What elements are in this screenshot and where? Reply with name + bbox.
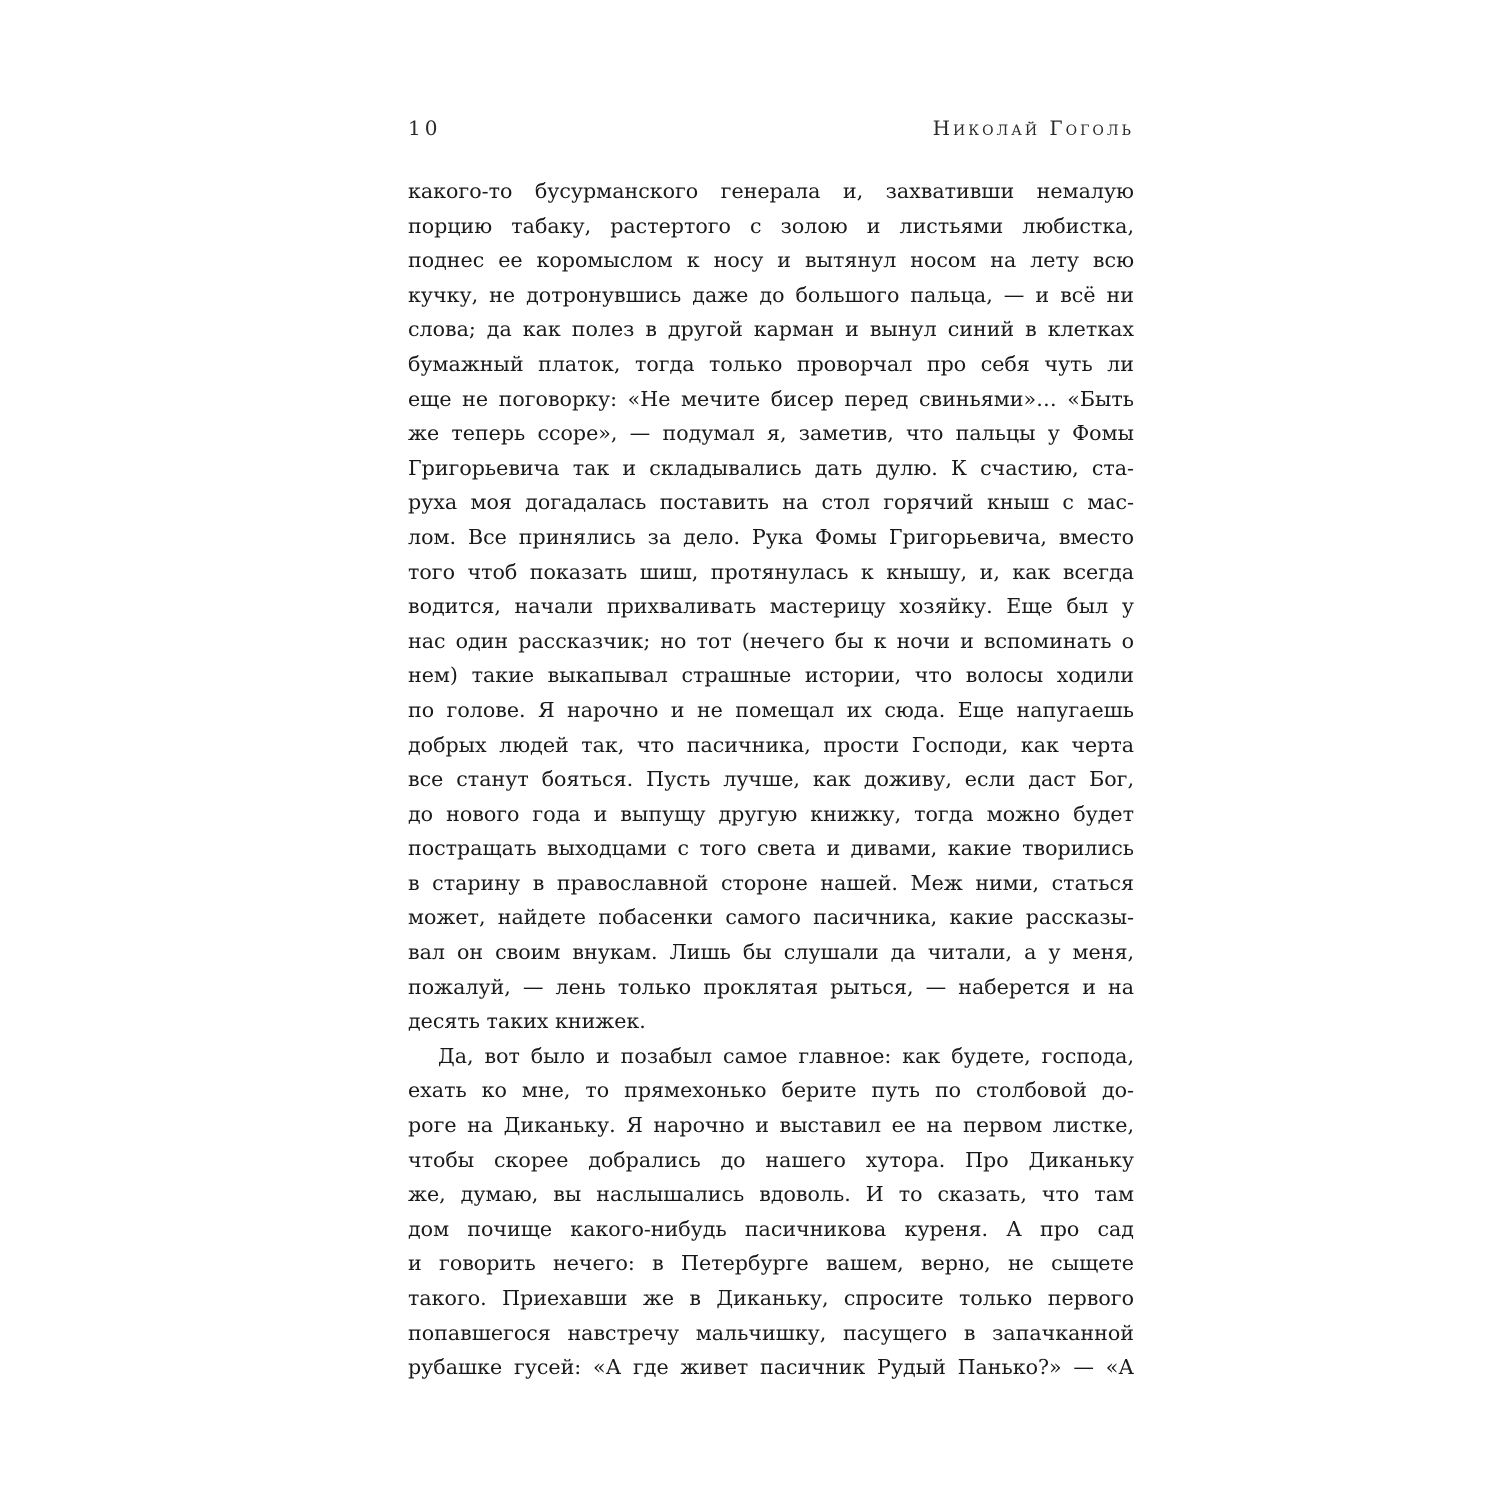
text-line: и говорить нечего: в Петербурге вашем, верно, не сыщете	[408, 1251, 1134, 1276]
text-line: лом. Все принялись за дело. Рука Фомы Григорьевича, вместо	[408, 524, 1134, 549]
text-line: того чтоб показать шиш, протянулась к кнышу, и, как всегда	[408, 559, 1134, 584]
running-title-author: Николай Гоголь	[932, 116, 1134, 140]
text-line: дом почище какого-нибудь пасичникова куреня. А про сад	[408, 1216, 1134, 1241]
text-line: пожалуй, — лень только проклятая рыться, — наберется и на	[408, 974, 1134, 999]
text-line: добрых людей так, что пасичника, прости Господи, как черта	[408, 732, 1134, 757]
book-page	[408, 112, 1134, 1385]
running-header	[408, 112, 1134, 148]
text-line: в старину в православной стороне нашей. Меж ними, статься	[408, 870, 1134, 895]
text-line: десять таких книжек.	[408, 1009, 646, 1034]
text-line: какого-то бусурманского генерала и, захвативши немалую	[408, 179, 1134, 203]
text-line: по голове. Я нарочно и не помещал их сюда. Еще напугаешь	[408, 697, 1134, 722]
text-line: вал он своим внукам. Лишь бы слушали да читали, а у меня,	[408, 940, 1134, 965]
text-line: до нового года и выпущу другую книжку, тогда можно будет	[408, 801, 1134, 826]
text-line: такого. Приехавши же в Диканьку, спросите только первого	[408, 1286, 1134, 1310]
text-line: ехать ко мне, то прямехонько берите путь по столбовой до-	[408, 1078, 1134, 1103]
text-line: роге на Диканьку. Я нарочно и выставил ее на первом листке,	[408, 1113, 1134, 1138]
text-line: рубашке гусей: «А где живет пасичник Рудый Панько?» — «А	[408, 1355, 1134, 1380]
paragraph	[408, 174, 1134, 1039]
text-line: нем) такие выкапывал страшные истории, что волосы ходили	[408, 663, 1134, 688]
paragraph	[408, 1039, 1134, 1385]
text-line: попавшегося навстречу мальчишку, пасущего в запачканной	[408, 1320, 1134, 1345]
page-number: 10	[408, 116, 442, 140]
text-line: руха моя догадалась поставить на стол горячий кныш с мас-	[408, 490, 1134, 515]
text-line: еще не поговорку: «Не мечите бисер перед свиньями»… «Быть	[408, 386, 1134, 411]
text-line: слова; да как полез в другой карман и вынул синий в клетках	[408, 317, 1134, 342]
text-line: может, найдете побасенки самого пасичника, какие рассказы-	[408, 905, 1134, 930]
text-line: кучку, не дотронувшись даже до большого пальца, — и всё ни	[408, 282, 1134, 307]
text-line: чтобы скорее добрались до нашего хутора. Про Диканьку	[408, 1147, 1134, 1172]
text-line: же, думаю, вы наслышались вдоволь. И то сказать, что там	[408, 1182, 1134, 1207]
text-line: нас один рассказчик; но тот (нечего бы к ночи и вспоминать о	[408, 628, 1134, 653]
text-line: постращать выходцами с того света и дивами, какие творились	[408, 836, 1134, 861]
text-line: все станут бояться. Пусть лучше, как доживу, если даст Бог,	[408, 767, 1134, 792]
text-line: бумажный платок, тогда только проворчал про себя чуть ли	[408, 351, 1134, 376]
text-line: Григорьевича так и складывались дать дулю. К счастию, ста-	[408, 455, 1134, 480]
text-line: порцию табаку, растертого с золою и листьями любистка,	[408, 213, 1134, 238]
body-text	[408, 174, 1134, 1385]
text-line: поднес ее коромыслом к носу и вытянул носом на лету всю	[408, 248, 1134, 273]
text-line: же теперь ссоре», — подумал я, заметив, что пальцы у Фомы	[408, 421, 1134, 446]
text-line: Да, вот было и позабыл самое главное: как будете, господа,	[438, 1043, 1134, 1068]
text-line: водится, начали прихваливать мастерицу хозяйку. Еще был у	[408, 594, 1134, 619]
